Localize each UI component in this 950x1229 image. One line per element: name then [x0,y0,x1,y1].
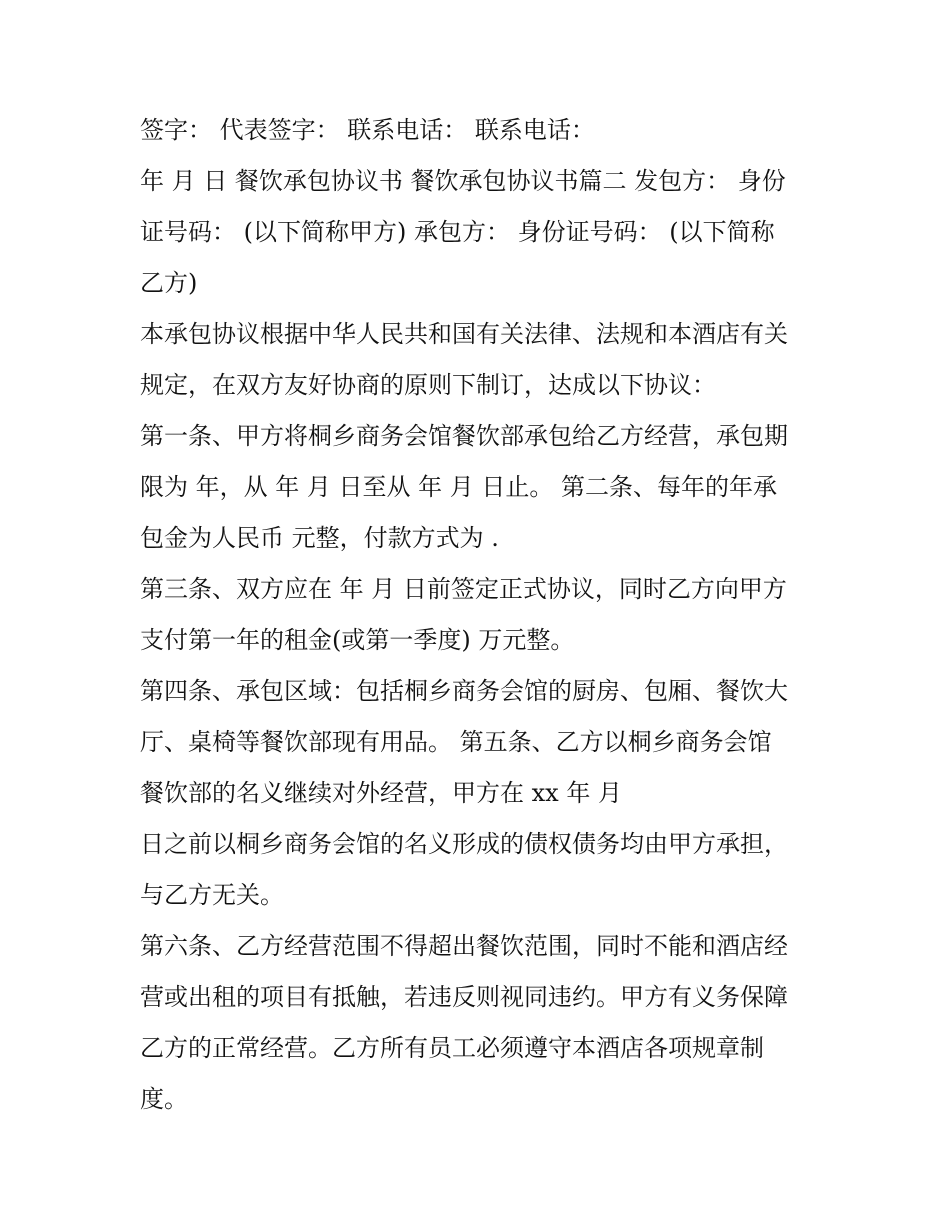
text-line: 限为 年，从 年 月 日至从 年 月 日止。 第二条、每年的年承 [140,473,778,501]
text-line: 包金为人民币 元整，付款方式为 . [140,524,499,552]
text-line: 本承包协议根据中华人民共和国有关法律、法规和本酒店有关 [140,320,788,348]
text-line: 签字： 代表签字： 联系电话： 联系电话： [140,116,595,144]
text-line: 证号码： (以下简称甲方) 承包方： 身份证号码： (以下简称 [140,218,775,246]
document-page [140,105,820,1125]
text-line: 第六条、乙方经营范围不得超出餐饮范围，同时不能和酒店经 [140,932,788,960]
text-line: 与乙方无关。 [140,881,284,909]
text-line: 第四条、承包区域：包括桐乡商务会馆的厨房、包厢、餐饮大 [140,677,788,705]
text-line: 餐饮部的名义继续对外经营，甲方在 xx 年 月 [140,779,622,807]
text-line: 第一条、甲方将桐乡商务会馆餐饮部承包给乙方经营，承包期 [140,422,788,450]
text-line: 第三条、双方应在 年 月 日前签定正式协议，同时乙方向甲方 [140,575,787,603]
text-line: 乙方的正常经营。乙方所有员工必须遵守本酒店各项规章制 [140,1034,764,1062]
text-line: 日之前以桐乡商务会馆的名义形成的债权债务均由甲方承担， [140,830,788,858]
text-line: 营或出租的项目有抵触，若违反则视同违约。甲方有义务保障 [140,983,788,1011]
text-line: 年 月 日 餐饮承包协议书 餐饮承包协议书篇二 发包方： 身份 [140,167,786,195]
text-line: 厅、桌椅等餐饮部现有用品。 第五条、乙方以桐乡商务会馆 [140,728,772,756]
text-line: 支付第一年的租金(或第一季度) 万元整。 [140,626,575,654]
text-line: 度。 [140,1085,188,1113]
text-line: 乙方) [140,269,198,297]
text-line: 规定，在双方友好协商的原则下制订，达成以下协议： [140,371,716,399]
